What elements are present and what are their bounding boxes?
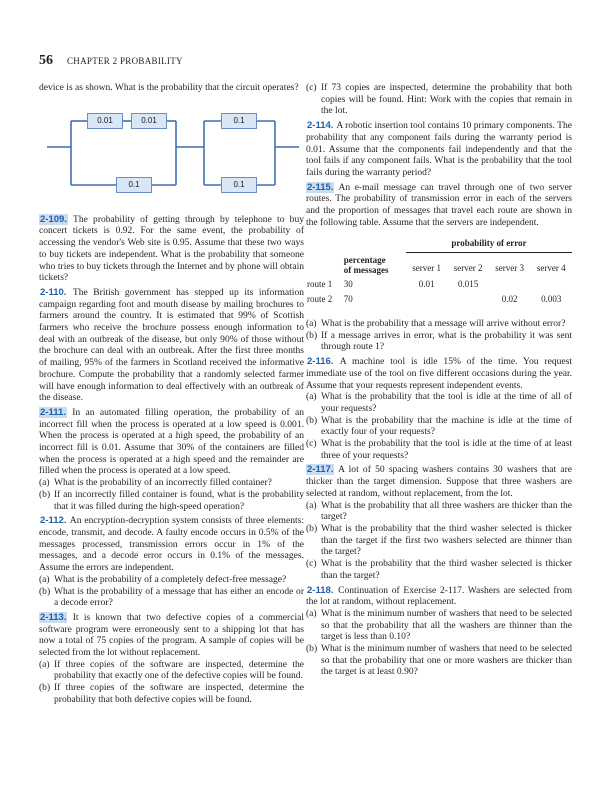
chapter-title: CHAPTER 2 PROBABILITY	[67, 56, 183, 66]
exercise-2-110	[39, 287, 304, 404]
exercise-2-118	[306, 585, 572, 679]
exercise-text: An encryption-decryption system consists of three elements: encode, transmit, and decode. A faulty encode occurs in 0.5% of the messages processed, transmission errors occur in 1% of the messages, and a decode error occurs in 0.1% of the messages. Assume the errors are independent.	[39, 515, 304, 574]
left-column	[39, 82, 304, 709]
part-a: (a) What is the probability that the tool is idle at the time of all of your requests?	[306, 391, 572, 414]
table-row: route 2 70 0.02 0.003	[307, 294, 562, 305]
exercise-text: A lot of 50 spacing washers contains 30 washers that are thicker than the target dimension. Suppose that three washers are selected at random, without replacement, from the lot.	[306, 464, 572, 499]
exercise-2-116	[306, 356, 572, 461]
part-a: (a) If three copies of the software are inspected, determine the probability that exactly one of the defective copies will be found.	[39, 658, 304, 682]
part-a: (a) What is the probability that all three washers are thicker than the target?	[306, 499, 572, 523]
exercise-number: 2-110.	[40, 286, 67, 298]
circuit-wires	[39, 98, 304, 208]
exercise-text: The British government has stepped up its information campaign regarding foot and mouth disease by mailing brochures to farmers around the country. It is estimated that 99% of Scottish farmers who receive the brochure possess enough information to deal with an outbreak of the disease, but only 90% of those without the brochure can deal with an outbreak. After the first three months of mailing, 95% of the farmers in Scotland received the informative brochure. Compute the probability that a randomly selected farmer will have enough information to deal effectively with an outbreak of the disease.	[39, 286, 305, 404]
exercise-text: The probability of getting through by telephone to buy concert tickets is 0.92. For the same event, the probability of accessing the vendor's Web site is 0.95. Assume that these two ways to buy tickets are independent. What is the probability that someone who tries to buy tickets through the Internet and by phone will obtain tickets?	[39, 213, 304, 284]
part-c: (c) What is the probability that the tool is idle at the time of at least three of your requests?	[306, 438, 572, 461]
table-header-percentage: percentage of messages	[343, 254, 389, 275]
exercise-2-113-part-c	[306, 82, 572, 117]
exercise-text: An e-mail message can travel through one of two server routes. The probability of transmission error in each of the servers and the proportion of messages that travel each route are shown in the following table. Assume that the servers are independent.	[306, 181, 572, 228]
table-header-server-1: server 1	[412, 262, 442, 273]
exercise-2-109	[39, 214, 304, 284]
table-span-header: probability of error	[406, 236, 572, 252]
part-a: (a) What is the minimum number of washers that need to be selected so that the probability that all the washers are thinner than the target is less than 0.10?	[306, 607, 572, 643]
page-number: 56	[39, 53, 53, 68]
part-a: (a) What is the probability that a message will arrive without error?	[306, 318, 566, 330]
exercise-2-112	[39, 515, 304, 609]
exercise-number: 2-116.	[307, 356, 334, 368]
table-header-server-2: server 2	[453, 262, 483, 273]
error-probability-table	[306, 236, 572, 308]
exercise-text: A machine tool is idle 15% of the time. You request immediate use of the tool on five different occasions during the year. Assume that your requests represent independent events.	[306, 356, 572, 391]
part-b: (b) If a message arrives in error, what is the probability it was sent through route 1?	[306, 329, 572, 353]
right-column	[306, 82, 572, 681]
part-c: (c) If 73 copies are inspected, determine the probability that both copies will be found. Hint: Work with the copies that remain in the lot.	[306, 82, 572, 117]
part-b: (b) What is the minimum number of washers that need to be selected so that the probability that one or more washers are thicker than the target is at least 0.90?	[306, 643, 572, 678]
part-a: (a) What is the probability of an incorrectly filled container?	[39, 477, 272, 489]
exercise-text: It is known that two defective copies of a commercial software program were erroneously sent to a shipping lot that has now a total of 75 copies of the program. A sample of copies will be selected from the lot without replacement.	[39, 611, 304, 659]
exercise-number: 2-118.	[307, 584, 334, 596]
component-bottom-1: 0.1	[116, 177, 152, 193]
exercise-2-111	[39, 407, 304, 512]
exercise-text: A robotic insertion tool contains 10 primary components. The probability that any component fails during the warranty period is 0.01. Assume that the components fail independently and that the tool fails if any component fails. What is the probability that the tool fails during the warranty period?	[306, 120, 572, 178]
part-b: (b) What is the probability that the machine is idle at the time of exactly four of your requests?	[306, 414, 572, 438]
part-b: (b) What is the probability that the third washer selected is thicker than the target if the first two washers selected are thinner than the target?	[306, 523, 572, 558]
component-top-1: 0.01	[87, 113, 123, 129]
intro-text: device is as shown. What is the probability that the circuit operates?	[39, 82, 299, 93]
table-row: route 1 30 0.01 0.015	[307, 278, 479, 289]
part-b: (b) What is the probability of a message that has either an encode or a decode error?	[39, 585, 304, 609]
exercise-2-113	[39, 612, 304, 706]
part-a: (a) What is the probability of a completely defect-free message?	[39, 573, 287, 585]
page-header	[39, 55, 183, 68]
exercise-number: 2-113.	[40, 611, 67, 623]
part-b: (b) If three copies of the software are inspected, determine the probability that both defective copies will be found.	[39, 682, 304, 705]
circuit-diagram	[39, 98, 304, 208]
exercise-number: 2-112.	[40, 515, 67, 527]
part-b: (b) If an incorrectly filled container is found, what is the probability that it was filled during the high-speed operation?	[39, 488, 304, 512]
exercise-text: In an automated filling operation, the probability of an incorrect fill when the process is operated at a low speed is 0.001. When the process is operated at a high speed, the probability of an incorrect fill is 0.01. Assume that 30% of the containers are filled when the process is operated at a high speed and the remainder are filled when the process is operated at a low speed.	[39, 406, 304, 477]
exercise-number: 2-109.	[40, 213, 67, 225]
component-bottom-2: 0.1	[221, 177, 257, 193]
exercise-2-114	[306, 120, 572, 179]
part-c: (c) What is the probability that the third washer selected is thicker than the target?	[306, 558, 572, 581]
exercise-number: 2-114.	[307, 120, 334, 132]
component-top-3: 0.1	[221, 113, 257, 129]
exercise-number: 2-117.	[307, 464, 334, 476]
table-header-server-4: server 4	[536, 262, 566, 273]
component-top-2: 0.01	[131, 113, 167, 129]
exercise-2-115	[306, 182, 572, 354]
table-header-server-3: server 3	[495, 262, 525, 273]
exercise-2-117	[306, 464, 572, 581]
exercise-text: Continuation of Exercise 2-117. Washers are selected from the lot at random, without replacement.	[306, 584, 572, 608]
exercise-number: 2-111.	[40, 406, 66, 418]
exercise-number: 2-115.	[307, 181, 334, 193]
